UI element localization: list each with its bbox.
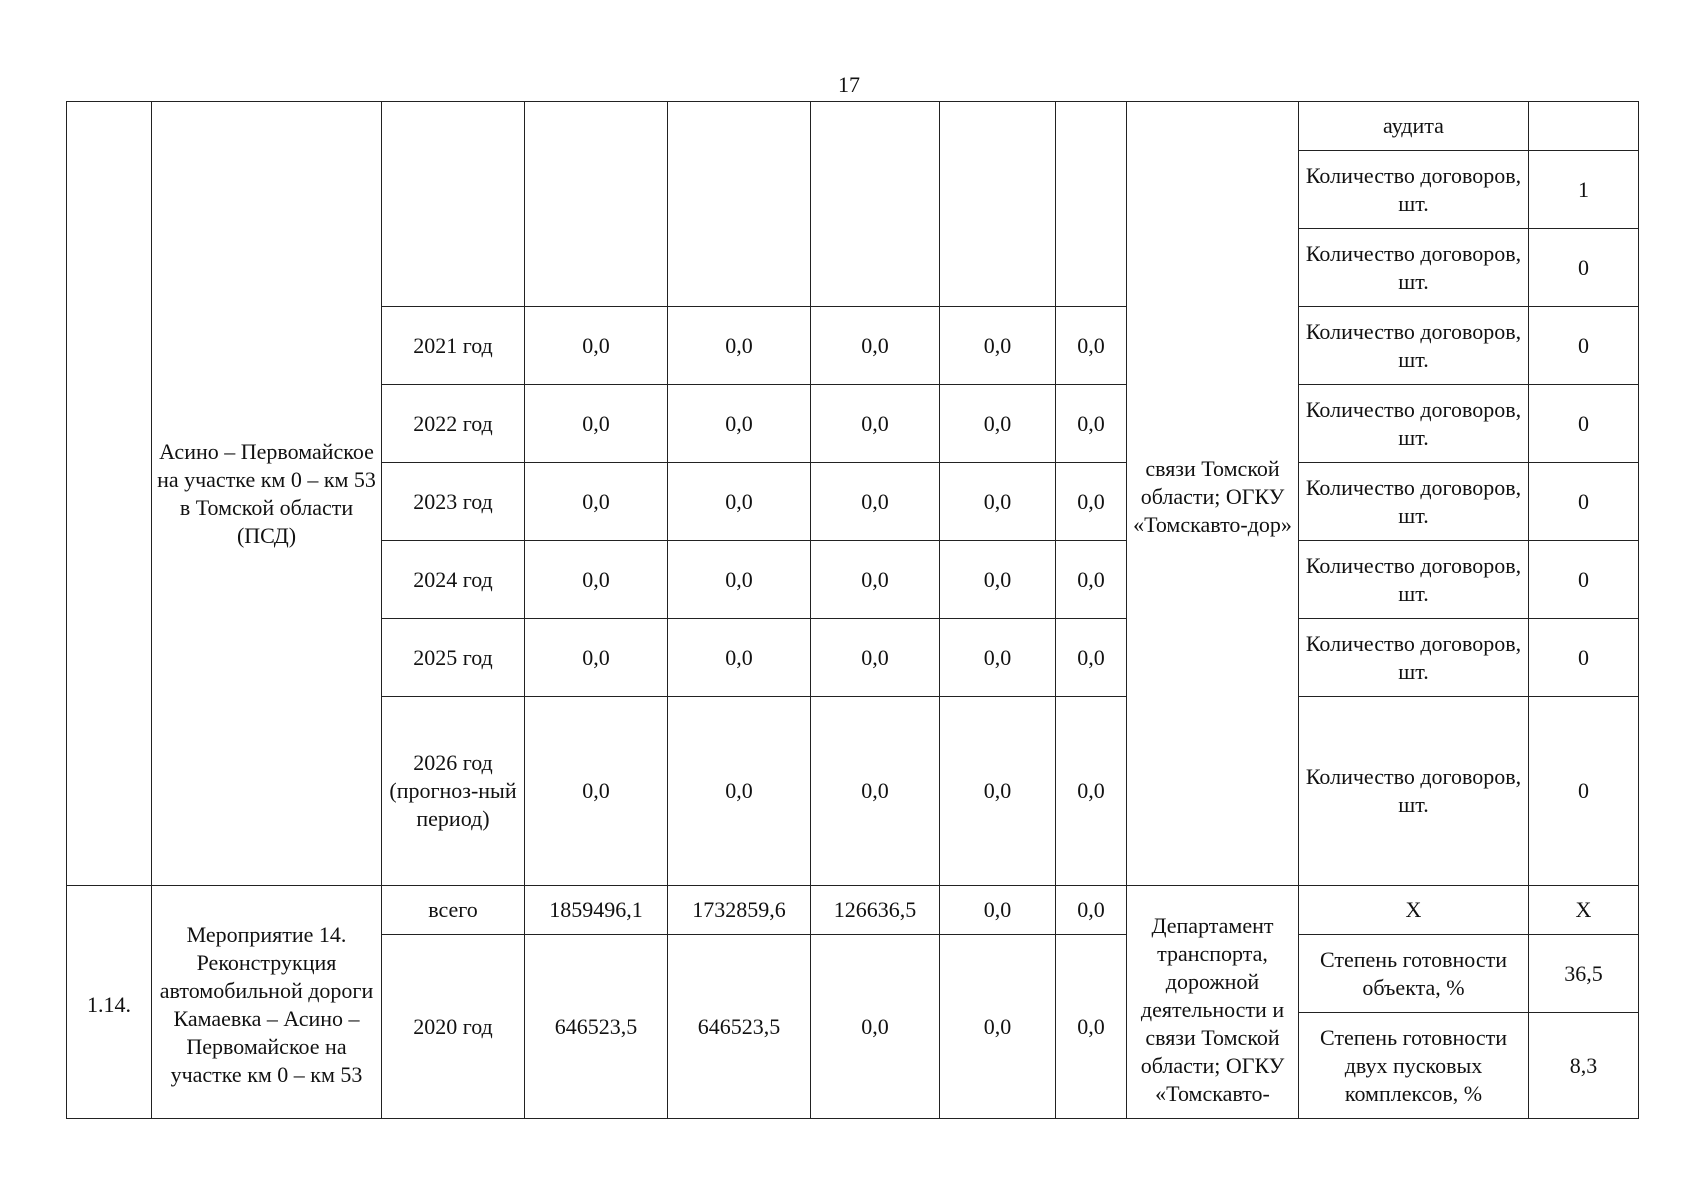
amount-cell: 0,0 <box>525 619 668 697</box>
table-row <box>67 102 1639 151</box>
amount-cell <box>811 102 940 307</box>
amount-cell: 1732859,6 <box>668 886 811 935</box>
indicator-cell: Степень готовности объекта, % <box>1299 935 1529 1013</box>
year-cell <box>382 102 525 307</box>
amount-cell <box>940 102 1056 307</box>
indicator-value-cell: 0 <box>1529 619 1639 697</box>
amount-cell: 0,0 <box>811 935 940 1119</box>
amount-cell: 0,0 <box>940 697 1056 886</box>
year-cell: 2023 год <box>382 463 525 541</box>
amount-cell: 0,0 <box>1056 886 1127 935</box>
indicator-value-cell: 0 <box>1529 541 1639 619</box>
row-number-cell: 1.14. <box>67 886 152 1119</box>
amount-cell: 0,0 <box>811 307 940 385</box>
indicator-value-cell: 0 <box>1529 697 1639 886</box>
table-row <box>67 886 1639 935</box>
amount-cell: 0,0 <box>940 385 1056 463</box>
measure-name-cell: Мероприятие 14. Реконструкция автомобильной дороги Камаевка – Асино – Первомайское на участке км 0 – км 53 <box>152 886 382 1119</box>
amount-cell: 1859496,1 <box>525 886 668 935</box>
indicator-cell: Количество договоров, шт. <box>1299 385 1529 463</box>
amount-cell: 646523,5 <box>668 935 811 1119</box>
amount-cell: 0,0 <box>1056 697 1127 886</box>
amount-cell: 0,0 <box>940 463 1056 541</box>
indicator-cell: Количество договоров, шт. <box>1299 463 1529 541</box>
amount-cell: 126636,5 <box>811 886 940 935</box>
year-cell: 2025 год <box>382 619 525 697</box>
amount-cell: 0,0 <box>940 307 1056 385</box>
indicator-value-cell: 0 <box>1529 307 1639 385</box>
amount-cell: 0,0 <box>668 619 811 697</box>
indicator-cell: Количество договоров, шт. <box>1299 541 1529 619</box>
amount-cell: 0,0 <box>811 385 940 463</box>
indicator-value-cell: 0 <box>1529 229 1639 307</box>
page-number: 17 <box>838 72 860 97</box>
amount-cell <box>668 102 811 307</box>
amount-cell: 646523,5 <box>525 935 668 1119</box>
amount-cell: 0,0 <box>940 619 1056 697</box>
amount-cell: 0,0 <box>525 385 668 463</box>
indicator-value-cell <box>1529 102 1639 151</box>
amount-cell: 0,0 <box>811 697 940 886</box>
indicator-value-cell: 0 <box>1529 463 1639 541</box>
amount-cell: 0,0 <box>525 463 668 541</box>
executor-cell: Департамент транспорта, дорожной деятельности и связи Томской области; ОГКУ «Томскавто- <box>1127 886 1299 1119</box>
indicator-value-cell: 8,3 <box>1529 1013 1639 1119</box>
amount-cell: 0,0 <box>525 697 668 886</box>
amount-cell: 0,0 <box>1056 541 1127 619</box>
measure-name-cell: Асино – Первомайское на участке км 0 – км 53 в Томской области (ПСД) <box>152 102 382 886</box>
amount-cell: 0,0 <box>940 886 1056 935</box>
indicator-cell: аудита <box>1299 102 1529 151</box>
amount-cell: 0,0 <box>1056 385 1127 463</box>
amount-cell: 0,0 <box>811 463 940 541</box>
year-cell: 2024 год <box>382 541 525 619</box>
amount-cell: 0,0 <box>1056 307 1127 385</box>
year-cell: 2022 год <box>382 385 525 463</box>
amount-cell: 0,0 <box>1056 463 1127 541</box>
year-cell: 2020 год <box>382 935 525 1119</box>
amount-cell: 0,0 <box>811 541 940 619</box>
amount-cell: 0,0 <box>1056 619 1127 697</box>
amount-cell: 0,0 <box>811 619 940 697</box>
year-cell: 2021 год <box>382 307 525 385</box>
indicator-value-cell: 1 <box>1529 151 1639 229</box>
amount-cell: 0,0 <box>940 935 1056 1119</box>
amount-cell: 0,0 <box>1056 935 1127 1119</box>
amount-cell: 0,0 <box>940 541 1056 619</box>
indicator-value-cell: Х <box>1529 886 1639 935</box>
indicator-value-cell: 36,5 <box>1529 935 1639 1013</box>
indicator-cell: Количество договоров, шт. <box>1299 619 1529 697</box>
indicator-cell: Количество договоров, шт. <box>1299 307 1529 385</box>
amount-cell <box>525 102 668 307</box>
indicator-cell: Х <box>1299 886 1529 935</box>
indicator-cell: Степень готовности двух пусковых комплексов, % <box>1299 1013 1529 1119</box>
budget-table <box>66 101 1639 1119</box>
year-cell: всего <box>382 886 525 935</box>
amount-cell: 0,0 <box>668 697 811 886</box>
amount-cell: 0,0 <box>525 541 668 619</box>
amount-cell: 0,0 <box>668 307 811 385</box>
indicator-value-cell: 0 <box>1529 385 1639 463</box>
year-cell: 2026 год (прогноз-ный период) <box>382 697 525 886</box>
amount-cell: 0,0 <box>525 307 668 385</box>
indicator-cell: Количество договоров, шт. <box>1299 697 1529 886</box>
amount-cell <box>1056 102 1127 307</box>
indicator-cell: Количество договоров, шт. <box>1299 151 1529 229</box>
row-number-cell <box>67 102 152 886</box>
executor-cell: связи Томской области; ОГКУ «Томскавто-дор» <box>1127 102 1299 886</box>
amount-cell: 0,0 <box>668 463 811 541</box>
amount-cell: 0,0 <box>668 541 811 619</box>
indicator-cell: Количество договоров, шт. <box>1299 229 1529 307</box>
amount-cell: 0,0 <box>668 385 811 463</box>
